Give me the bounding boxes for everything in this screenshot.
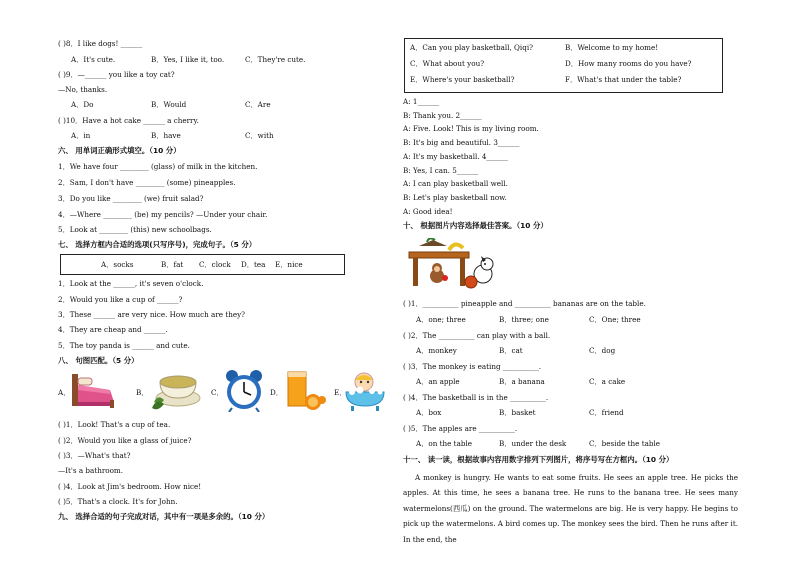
s10-q2-option-b: B．cat <box>499 346 523 355</box>
picture-label-b: B． <box>136 388 149 397</box>
dialog-line-1: A: 1______ <box>403 97 440 106</box>
s10-q5-option-a: A．on the table <box>416 439 473 448</box>
question-9-reply: —No, thanks. <box>58 85 108 94</box>
orange-juice-icon <box>282 370 326 410</box>
word-bank-c: C．clock <box>199 260 231 269</box>
picture-label-c: C． <box>211 388 224 397</box>
s10-q5-option-b: B．under the desk <box>499 439 567 448</box>
alarm-clock-icon <box>223 368 265 412</box>
section-9-title: 九、 选择合适的句子完成对话，其中有一项是多余的。（10 分） <box>58 512 270 521</box>
s7-item-2: 2．Would you like a cup of ______? <box>58 295 183 304</box>
s7-item-1: 1．Look at the ______, it's seven o'clock. <box>58 279 204 288</box>
sentence-bank-box <box>404 38 723 93</box>
s10-q1-stem: ( )1．__________ pineapple and __________ bananas are on the table. <box>403 299 646 308</box>
sentence-f: F．What's that under the table? <box>565 75 682 84</box>
s10-q3-option-a: A．an apple <box>416 377 460 386</box>
section-11-title: 十一、 读一读，根据故事内容用数字排列下列图片，将序号写在方框内。（10 分） <box>403 455 674 464</box>
s10-q1-option-b: B．three; one <box>499 315 549 324</box>
dialog-line-9: A: Good idea! <box>403 207 453 216</box>
s10-q2-stem: ( )2．The __________ can play with a ball. <box>403 331 551 340</box>
question-10-stem: ( )10．Have a hot cake ______ a cherry. <box>58 116 199 125</box>
s6-item-2: 2．Sam, I don't have ________ (some) pineapples. <box>58 178 236 187</box>
s7-item-5: 5．The toy panda is ______ and cute. <box>58 341 190 350</box>
s10-q5-stem: ( )5．The apples are __________. <box>403 424 518 433</box>
question-8-stem: ( )8．I like dogs! ______ <box>58 39 143 48</box>
s6-item-3: 3．Do you like ________ (we) fruit salad? <box>58 194 204 203</box>
bed-icon <box>70 370 116 410</box>
s10-q4-option-c: C．friend <box>589 408 624 417</box>
dialog-line-4: B: It's big and beautiful. 3______ <box>403 138 520 147</box>
section-8-title: 八、 句图匹配。（5 分） <box>58 356 139 365</box>
table-scene-illustration <box>405 238 505 290</box>
word-bank-box <box>60 254 345 275</box>
s8-item-2: ( )2．Would you like a glass of juice? <box>58 436 192 445</box>
q9-option-b: B．Would <box>151 100 187 109</box>
dialog-line-3: A: Five. Look! This is my living room. <box>403 124 539 133</box>
s6-item-1: 1．We have four ________ (glass) of milk in the kitchen. <box>58 162 258 171</box>
s8-item-3: ( )3．—What's that? <box>58 451 131 460</box>
q8-option-c: C．They're cute. <box>245 55 306 64</box>
picture-label-a: A． <box>58 388 71 397</box>
q9-option-c: C．Are <box>245 100 271 109</box>
s10-q4-stem: ( )4．The basketball is in the __________. <box>403 393 549 402</box>
sentence-b: B．Welcome to my home! <box>565 43 659 52</box>
s8-item-3-reply: —It's a bathroom. <box>58 466 124 475</box>
q8-option-b: B．Yes, I like it, too. <box>151 55 225 64</box>
word-bank-b: B．fat <box>161 260 184 269</box>
s10-q2-option-c: C．dog <box>589 346 616 355</box>
s10-q3-stem: ( )3．The monkey is eating __________. <box>403 362 542 371</box>
s10-q1-option-c: C．One; three <box>589 315 641 324</box>
section-10-title: 十、 根据图片内容选择最佳答案。（10 分） <box>403 221 548 230</box>
s10-q1-option-a: A．one; three <box>416 315 466 324</box>
q10-option-a: A．in <box>71 131 91 140</box>
s7-item-4: 4．They are cheap and ______. <box>58 325 168 334</box>
s8-item-1: ( )1．Look! That's a cup of tea. <box>58 420 171 429</box>
sentence-a: A．Can you play basketball, Qiqi? <box>410 43 533 52</box>
picture-label-e: E． <box>334 388 347 397</box>
section-7-title: 七、 选择方框内合适的选项(只写序号)，完成句子。（5 分） <box>58 240 257 249</box>
q8-option-a: A．It's cute. <box>71 55 116 64</box>
s10-q4-option-a: A．box <box>416 408 442 417</box>
s10-q3-option-b: B．a banana <box>499 377 545 386</box>
s10-q2-option-a: A．monkey <box>416 346 457 355</box>
s7-item-3: 3．These ______ are very nice. How much are they? <box>58 310 246 319</box>
bathtub-icon <box>342 370 388 412</box>
q9-option-a: A．Do <box>71 100 94 109</box>
tea-cup-icon <box>150 368 202 412</box>
dialog-line-7: A: I can play basketball well. <box>403 179 508 188</box>
question-9-stem: ( )9．—______ you like a toy cat? <box>58 70 175 79</box>
dialog-line-2: B: Thank you. 2______ <box>403 111 482 120</box>
s6-item-5: 5．Look at ________ (this) new schoolbags. <box>58 225 212 234</box>
s10-q5-option-c: C．beside the table <box>589 439 661 448</box>
q10-option-c: C．with <box>245 131 274 140</box>
word-bank-e: E．nice <box>275 260 303 269</box>
s8-item-4: ( )4．Look at Jim's bedroom. How nice! <box>58 482 202 491</box>
word-bank-a: A．socks <box>101 260 134 269</box>
sentence-c: C．What about you? <box>410 59 485 68</box>
sentence-e: E．Where's your basketball? <box>410 75 515 84</box>
s8-item-5: ( )5．That's a clock. It's for John. <box>58 497 178 506</box>
s10-q4-option-b: B．basket <box>499 408 536 417</box>
story-passage: A monkey is hungry. He wants to eat some fruits. He sees an apple tree. He picks the apples. At this time, he sees a banana tree. He runs to the banana tree. He sees many watermelons(西瓜) on the ground. The watermelons are big. He is very happy. He begins to pick up the watermelons. A bird comes up. The monkey sees the bird. Then he runs after it. In the end, the <box>403 473 738 544</box>
word-bank-d: D．tea <box>241 260 266 269</box>
dialog-line-5: A: It's my basketball. 4______ <box>403 152 508 161</box>
q10-option-b: B．have <box>151 131 181 140</box>
dialog-line-8: B: Let's play basketball now. <box>403 193 507 202</box>
sentence-d: D．How many rooms do you have? <box>565 59 692 68</box>
dialog-line-6: B: Yes, I can. 5______ <box>403 166 479 175</box>
s10-q3-option-c: C．a cake <box>589 377 626 386</box>
picture-label-d: D． <box>270 388 283 397</box>
s6-item-4: 4．—Where ________ (be) my pencils? —Under your chair. <box>58 210 268 219</box>
section-6-title: 六、 用单词正确形式填空。（10 分） <box>58 146 181 155</box>
